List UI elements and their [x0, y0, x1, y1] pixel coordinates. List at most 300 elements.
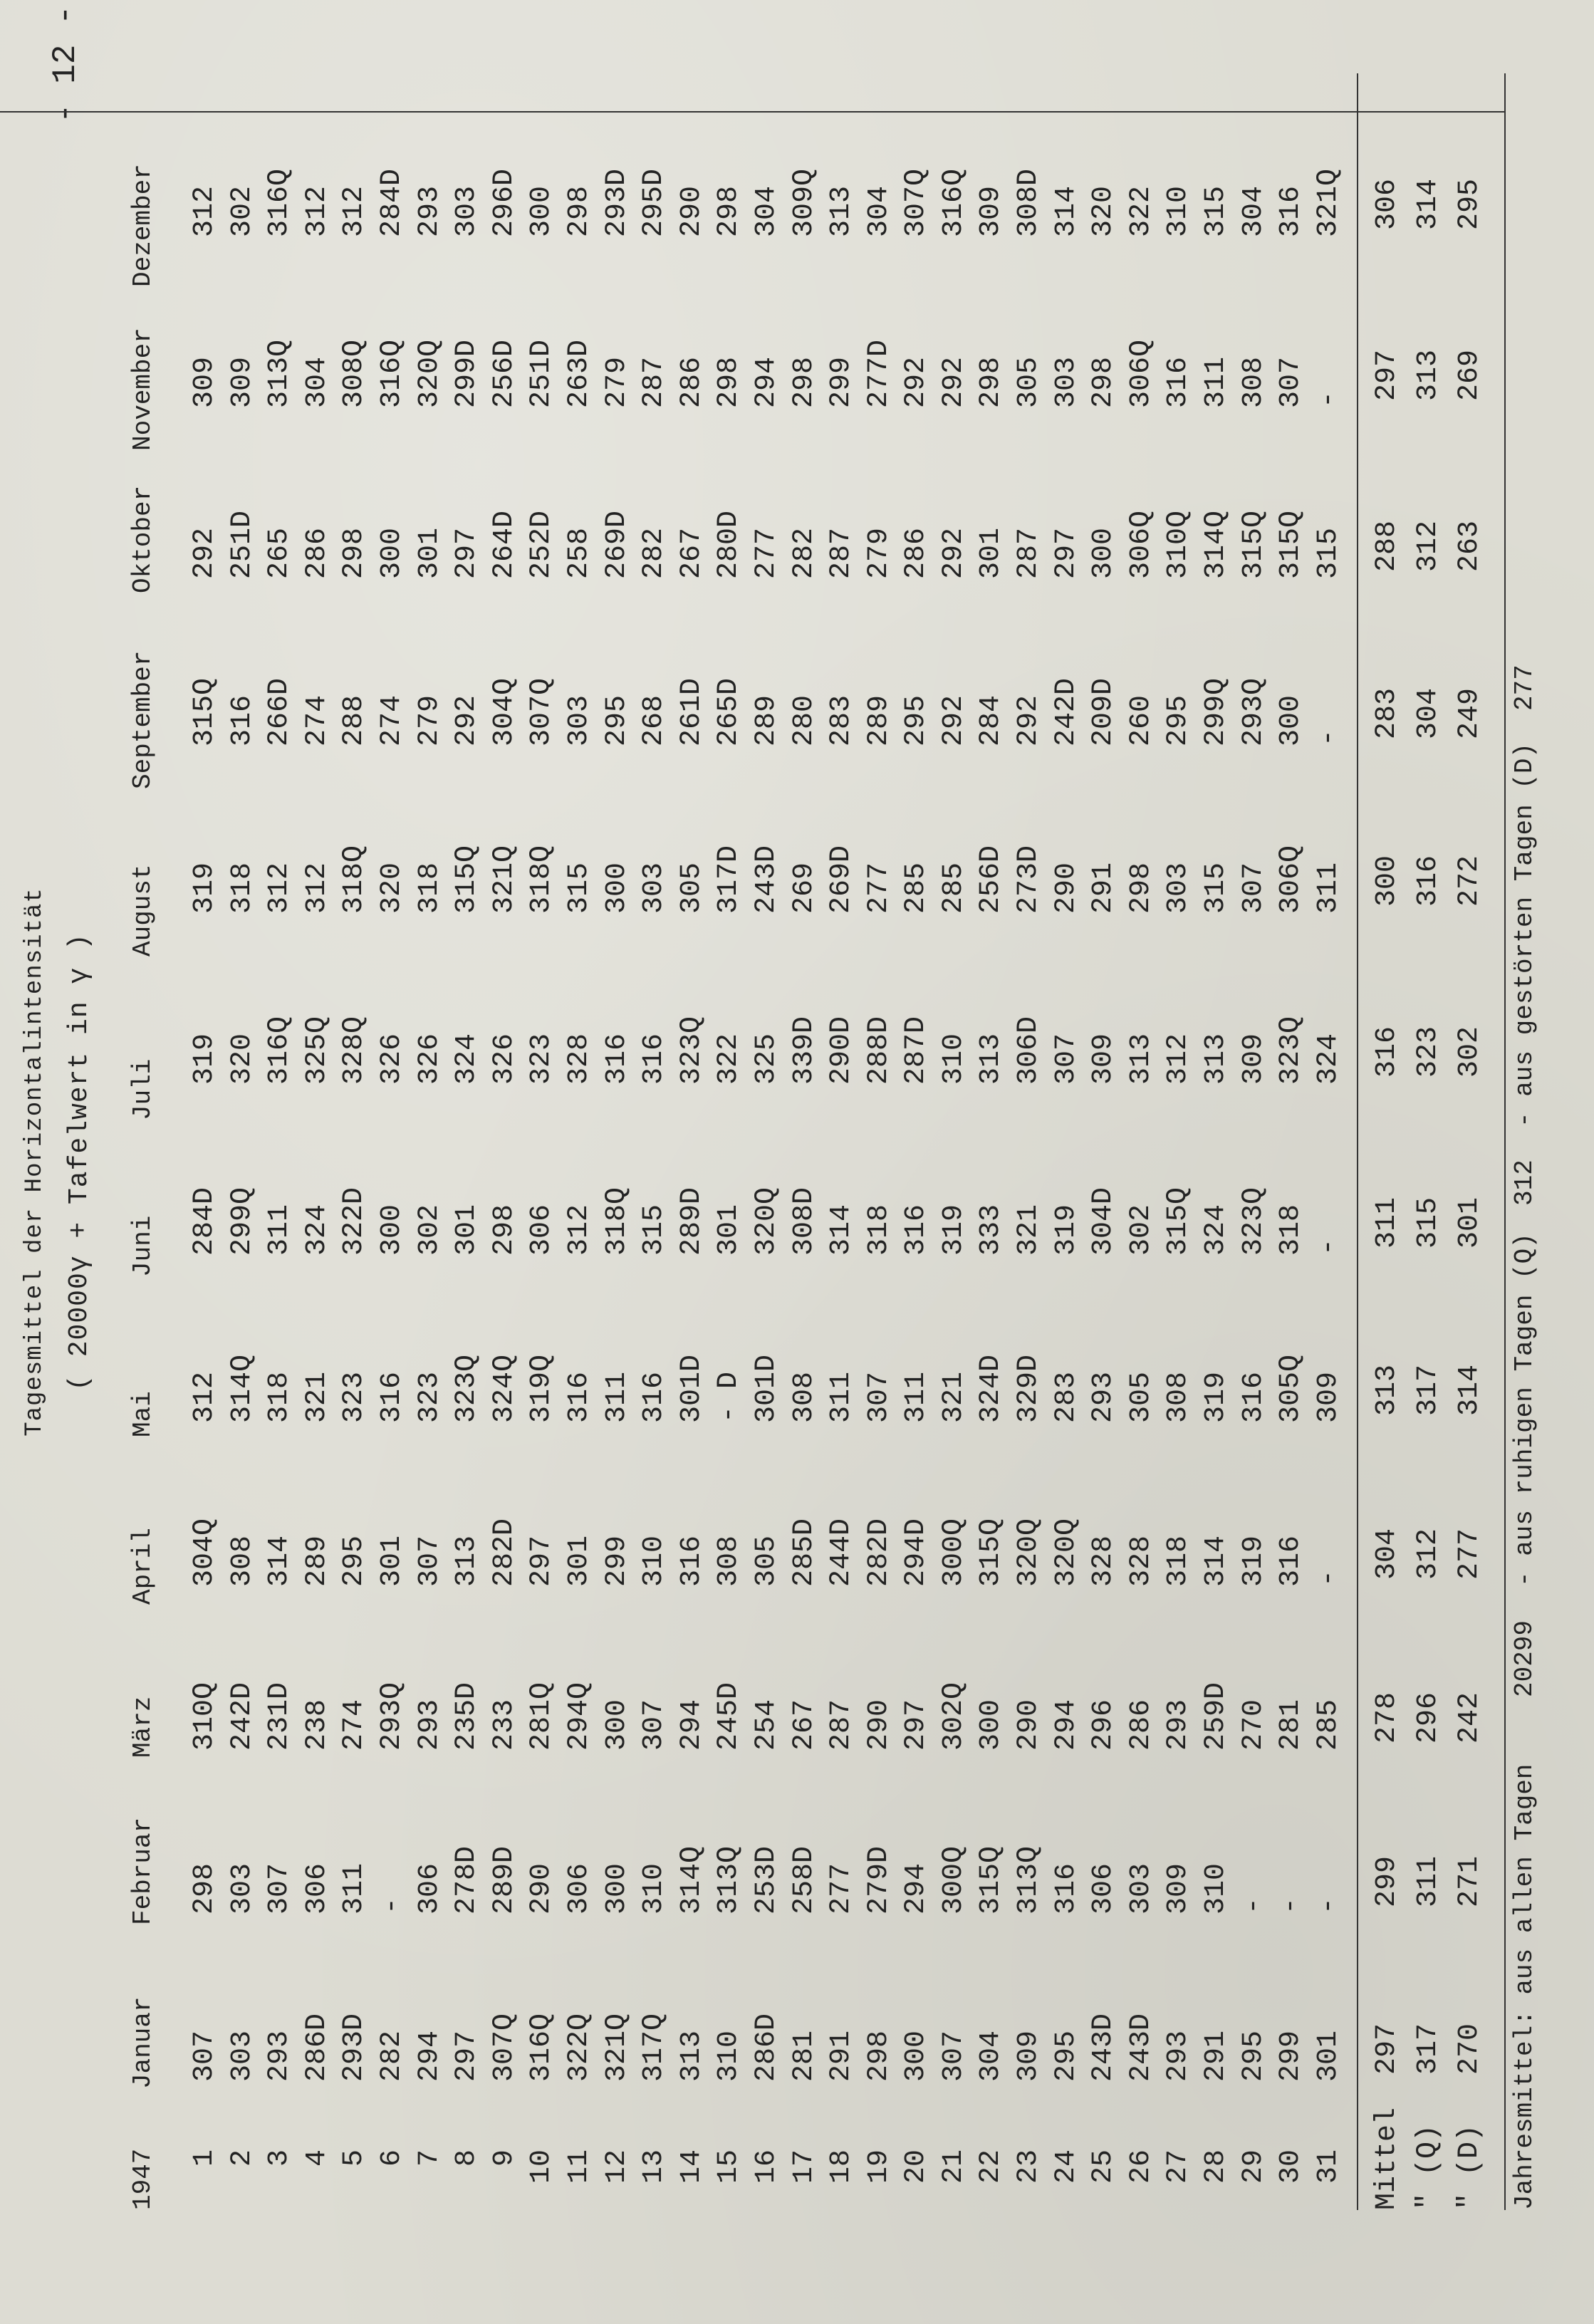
- daily-value: 291: [1088, 862, 1120, 914]
- daily-value: 312: [189, 185, 221, 237]
- daily-value: 317Q: [638, 2013, 671, 2082]
- daily-value: 277: [863, 862, 895, 914]
- daily-value: 285: [1312, 1699, 1345, 1751]
- daily-value: -: [1312, 390, 1345, 408]
- page-number: - 12 -: [47, 5, 84, 123]
- daily-value: 321Q: [488, 845, 521, 914]
- footer-disturbed-days-value: 277: [1510, 665, 1539, 711]
- daily-value: 315: [563, 862, 595, 914]
- month-header: September: [128, 650, 157, 789]
- daily-value: 304: [863, 185, 895, 237]
- daily-value: 283: [825, 694, 858, 746]
- daily-value: 311: [1200, 356, 1233, 408]
- daily-value: 315Q: [975, 1518, 1008, 1587]
- footer-quiet-days-label: - aus ruhigen Tagen (Q): [1510, 1233, 1539, 1587]
- daily-value: 289D: [675, 1187, 708, 1256]
- mean-row-label: " (Q): [1412, 2124, 1444, 2210]
- daily-value: 282: [638, 527, 671, 579]
- daily-value: 309: [1013, 2030, 1046, 2082]
- daily-value: 315Q: [1237, 510, 1270, 579]
- daily-value: 282: [788, 527, 821, 579]
- daily-value: 298: [713, 185, 746, 237]
- month-header: Mai: [128, 1391, 157, 1437]
- daily-value: 281Q: [526, 1682, 558, 1751]
- day-number: 9: [488, 2150, 521, 2167]
- daily-value: 290: [526, 1862, 558, 1914]
- day-number: 23: [1013, 2150, 1046, 2184]
- monthly-mean-value: 315: [1412, 1197, 1444, 1249]
- monthly-mean-value: 295: [1454, 178, 1486, 230]
- daily-value: 309: [975, 185, 1008, 237]
- monthly-mean-value: 269: [1454, 349, 1486, 401]
- daily-value: 298: [488, 1204, 521, 1256]
- daily-value: -: [1312, 1569, 1345, 1587]
- daily-value: 300: [600, 862, 633, 914]
- daily-value: 269D: [825, 845, 858, 914]
- daily-value: 298: [1125, 862, 1157, 914]
- daily-value: 305: [1013, 356, 1046, 408]
- daily-value: 298: [1088, 356, 1120, 408]
- daily-value: 319: [1050, 1204, 1083, 1256]
- daily-value: 300: [375, 1204, 408, 1256]
- daily-value: 298: [563, 185, 595, 237]
- daily-value: 309: [1088, 1033, 1120, 1085]
- daily-value: 321Q: [600, 2013, 633, 2082]
- daily-value: 311: [600, 1371, 633, 1423]
- daily-value: 325Q: [301, 1016, 333, 1085]
- day-number: 19: [863, 2150, 895, 2184]
- daily-value: 310: [1200, 1862, 1233, 1914]
- daily-value: 266D: [264, 677, 296, 746]
- daily-value: 306: [413, 1862, 446, 1914]
- day-number: 13: [638, 2150, 671, 2184]
- daily-value: 294: [750, 356, 783, 408]
- daily-value: 313: [1125, 1033, 1157, 1085]
- month-header: März: [128, 1696, 157, 1758]
- daily-value: 313Q: [264, 339, 296, 408]
- daily-value: 292: [937, 356, 970, 408]
- daily-value: 310: [638, 1535, 671, 1587]
- daily-value: 321: [937, 1371, 970, 1423]
- daily-value: 302: [413, 1204, 446, 1256]
- daily-value: 319: [1237, 1535, 1270, 1587]
- daily-value: 306Q: [1125, 510, 1157, 579]
- daily-value: 285: [900, 862, 933, 914]
- month-column: [187, 845, 1348, 914]
- day-number: 21: [937, 2150, 970, 2184]
- daily-value: 304: [975, 2030, 1008, 2082]
- daily-value: 312: [264, 862, 296, 914]
- daily-value: 323Q: [675, 1016, 708, 1085]
- daily-value: 291: [1200, 2030, 1233, 2082]
- day-number: 4: [301, 2150, 333, 2167]
- daily-value: -: [1312, 1238, 1345, 1256]
- daily-value: 318Q: [338, 845, 371, 914]
- daily-value: 312: [301, 862, 333, 914]
- daily-value: 245D: [713, 1682, 746, 1751]
- daily-value: 316: [563, 1371, 595, 1423]
- daily-value: 292: [937, 694, 970, 746]
- daily-value: 285D: [788, 1518, 821, 1587]
- daily-value: 294: [413, 2030, 446, 2082]
- daily-value: 311: [900, 1371, 933, 1423]
- footer-quiet-days-value: 312: [1510, 1160, 1539, 1206]
- daily-value: 314: [825, 1204, 858, 1256]
- daily-value: 320Q: [413, 339, 446, 408]
- daily-value: 315: [638, 1204, 671, 1256]
- daily-value: 316: [1275, 1535, 1308, 1587]
- daily-value: 323Q: [1237, 1187, 1270, 1256]
- daily-value: 316Q: [375, 339, 408, 408]
- day-number: 2: [226, 2150, 259, 2167]
- daily-value: 307: [1275, 356, 1308, 408]
- daily-value: 281: [788, 2030, 821, 2082]
- daily-value: 308: [1162, 1371, 1195, 1423]
- month-column: [187, 1846, 1348, 1914]
- day-number: 7: [413, 2150, 446, 2167]
- daily-value: 258D: [788, 1845, 821, 1914]
- daily-value: 315: [1312, 527, 1345, 579]
- daily-value: 315: [1200, 862, 1233, 914]
- monthly-mean-value: 283: [1371, 687, 1403, 739]
- daily-value: 292: [1013, 694, 1046, 746]
- daily-value: 313: [975, 1033, 1008, 1085]
- daily-value: 303: [226, 1862, 259, 1914]
- daily-value: 329D: [1013, 1354, 1046, 1423]
- monthly-mean-value: 242: [1454, 1692, 1486, 1744]
- daily-value: 328: [563, 1033, 595, 1085]
- daily-value: 300: [1275, 694, 1308, 746]
- day-number: 10: [526, 2150, 558, 2184]
- daily-value: 283: [1050, 1371, 1083, 1423]
- daily-value: 310Q: [1162, 510, 1195, 579]
- daily-value: 295: [1050, 2030, 1083, 2082]
- day-number: 29: [1237, 2150, 1270, 2184]
- daily-value: 286: [1125, 1699, 1157, 1751]
- daily-value: 304: [1237, 185, 1270, 237]
- monthly-mean-value: 306: [1371, 178, 1403, 230]
- daily-value: 267: [788, 1699, 821, 1751]
- daily-value: 324: [451, 1033, 484, 1085]
- daily-value: 316: [600, 1033, 633, 1085]
- daily-value: 303: [638, 862, 671, 914]
- daily-value: 307Q: [900, 168, 933, 237]
- footer-all-days-label: Jahresmittel: aus allen Tagen: [1510, 1763, 1539, 2210]
- daily-value: 292: [937, 527, 970, 579]
- monthly-mean-value: 270: [1454, 2023, 1486, 2075]
- daily-value: 288D: [863, 1016, 895, 1085]
- daily-value: 316Q: [526, 2013, 558, 2082]
- daily-value: 316: [1162, 356, 1195, 408]
- monthly-mean-value: 313: [1412, 349, 1444, 401]
- daily-value: 263D: [563, 339, 595, 408]
- daily-value: 305: [675, 862, 708, 914]
- monthly-mean-value: 297: [1371, 349, 1403, 401]
- daily-value: 319: [189, 1033, 221, 1085]
- daily-value: 308Q: [338, 339, 371, 408]
- daily-value: 282: [375, 2030, 408, 2082]
- daily-value: 285: [937, 862, 970, 914]
- monthly-mean-value: 300: [1371, 855, 1403, 907]
- daily-value: 286: [675, 356, 708, 408]
- monthly-mean-value: 288: [1371, 520, 1403, 572]
- monthly-mean-value: 313: [1371, 1364, 1403, 1416]
- daily-value: 293: [413, 1699, 446, 1751]
- daily-value: 320: [226, 1033, 259, 1085]
- month-column: [187, 2013, 1348, 2082]
- daily-value: 307Q: [526, 677, 558, 746]
- daily-value: 274: [301, 694, 333, 746]
- monthly-mean-value: 271: [1454, 1855, 1486, 1907]
- daily-value: -: [1312, 1897, 1345, 1914]
- daily-value: 287: [825, 527, 858, 579]
- daily-value: 315Q: [451, 845, 484, 914]
- day-number: 12: [600, 2150, 633, 2184]
- daily-value: 288: [338, 694, 371, 746]
- daily-value: 295: [338, 1535, 371, 1587]
- daily-value: 319Q: [526, 1354, 558, 1423]
- monthly-mean-value: 249: [1454, 687, 1486, 739]
- daily-value: 253D: [750, 1845, 783, 1914]
- daily-value: 300: [526, 185, 558, 237]
- month-column: [187, 169, 1348, 237]
- daily-value: 294Q: [563, 1682, 595, 1751]
- daily-value: 314Q: [675, 1845, 708, 1914]
- daily-value: 244D: [825, 1518, 858, 1587]
- daily-value: 314: [264, 1535, 296, 1587]
- year-header: 1947: [128, 2148, 157, 2210]
- daily-value: 301: [1312, 2030, 1345, 2082]
- daily-value: 312: [338, 185, 371, 237]
- daily-value: 300: [375, 527, 408, 579]
- daily-value: 318: [226, 862, 259, 914]
- daily-value: 322D: [338, 1187, 371, 1256]
- day-number: 18: [825, 2150, 858, 2184]
- daily-value: 318: [413, 862, 446, 914]
- daily-value: 277: [750, 527, 783, 579]
- daily-value: 261D: [675, 677, 708, 746]
- day-number: 30: [1275, 2150, 1308, 2184]
- daily-value: 307Q: [488, 2013, 521, 2082]
- daily-value: 316Q: [264, 168, 296, 237]
- monthly-mean-value: 296: [1412, 1692, 1444, 1744]
- daily-value: 280D: [713, 510, 746, 579]
- daily-value: 308D: [1013, 168, 1046, 237]
- daily-value: 308: [1237, 356, 1270, 408]
- daily-value: 316: [375, 1371, 408, 1423]
- daily-value: 298: [788, 356, 821, 408]
- daily-value: 316: [1275, 185, 1308, 237]
- daily-value: 304D: [1088, 1187, 1120, 1256]
- daily-value: 315Q: [975, 1845, 1008, 1914]
- month-column: [187, 1016, 1348, 1085]
- month-header: Dezember: [128, 164, 157, 287]
- daily-value: 286D: [750, 2013, 783, 2082]
- daily-value: 310: [1162, 185, 1195, 237]
- day-column: [187, 2150, 1348, 2199]
- daily-value: 274: [338, 1699, 371, 1751]
- daily-value: 294: [675, 1699, 708, 1751]
- monthly-mean-value: 314: [1454, 1364, 1486, 1416]
- daily-value: 303: [1050, 356, 1083, 408]
- daily-value: 297: [1050, 527, 1083, 579]
- daily-value: 242D: [226, 1682, 259, 1751]
- daily-value: 299: [600, 1535, 633, 1587]
- daily-value: 319: [937, 1204, 970, 1256]
- daily-value: 309: [189, 356, 221, 408]
- daily-value: 296D: [488, 168, 521, 237]
- daily-value: 284D: [375, 168, 408, 237]
- daily-value: 316: [638, 1371, 671, 1423]
- daily-value: 209D: [1088, 677, 1120, 746]
- daily-value: 316: [638, 1033, 671, 1085]
- daily-value: 298: [975, 356, 1008, 408]
- daily-value: 307: [264, 1862, 296, 1914]
- daily-value: 286: [900, 527, 933, 579]
- daily-value: 310Q: [189, 1682, 221, 1751]
- day-number: 1: [189, 2150, 221, 2167]
- daily-value: 312: [189, 1371, 221, 1423]
- daily-value: 308: [713, 1535, 746, 1587]
- daily-value: 289: [863, 694, 895, 746]
- daily-value: 306: [526, 1204, 558, 1256]
- daily-value: 313: [675, 2030, 708, 2082]
- daily-value: 325: [750, 1033, 783, 1085]
- month-column: [187, 511, 1348, 579]
- daily-value: 296: [1088, 1699, 1120, 1751]
- daily-value: 309: [1162, 1862, 1195, 1914]
- daily-value: 323: [338, 1371, 371, 1423]
- daily-value: 231D: [264, 1682, 296, 1751]
- daily-value: 293: [413, 185, 446, 237]
- day-number: 16: [750, 2150, 783, 2184]
- daily-value: - D: [713, 1371, 746, 1423]
- day-number: 27: [1162, 2150, 1195, 2184]
- daily-value: 300: [600, 1862, 633, 1914]
- daily-value: 326: [488, 1033, 521, 1085]
- daily-value: 304Q: [189, 1518, 221, 1587]
- daily-value: 259D: [1200, 1682, 1233, 1751]
- daily-value: 306: [563, 1862, 595, 1914]
- daily-value: 308: [788, 1371, 821, 1423]
- day-number: 25: [1088, 2150, 1120, 2184]
- month-column: [187, 678, 1348, 746]
- monthly-mean-value: 304: [1412, 687, 1444, 739]
- daily-value: 297: [451, 2030, 484, 2082]
- daily-value: 306: [1088, 1862, 1120, 1914]
- daily-value: 287: [638, 356, 671, 408]
- daily-value: 293: [264, 2030, 296, 2082]
- day-number: 11: [563, 2150, 595, 2184]
- daily-value: 319: [1200, 1371, 1233, 1423]
- table-title: Tagesmittel der Horizontalintensität: [21, 887, 48, 1437]
- daily-value: 317D: [713, 845, 746, 914]
- monthly-mean-value: 311: [1371, 1197, 1403, 1249]
- daily-value: 293Q: [1237, 677, 1270, 746]
- daily-value: 314Q: [226, 1354, 259, 1423]
- daily-value: 311: [825, 1371, 858, 1423]
- daily-value: 309: [1237, 1033, 1270, 1085]
- table-subtitle: ( 20000γ + Tafelwert in γ ): [64, 933, 95, 1391]
- daily-value: 273D: [1013, 845, 1046, 914]
- daily-value: 299D: [451, 339, 484, 408]
- daily-value: 309: [226, 356, 259, 408]
- daily-value: 318: [1162, 1535, 1195, 1587]
- month-header: Juli: [128, 1058, 157, 1120]
- daily-value: 287: [1013, 527, 1046, 579]
- daily-value: 321Q: [1312, 168, 1345, 237]
- daily-value: 313: [825, 185, 858, 237]
- month-column: [187, 1682, 1348, 1751]
- daily-value: 313: [1200, 1033, 1233, 1085]
- daily-value: 289: [301, 1535, 333, 1587]
- daily-value: 274: [375, 694, 408, 746]
- right-margin-rule: [0, 111, 1504, 113]
- daily-value: 300: [600, 1699, 633, 1751]
- daily-value: 252D: [526, 510, 558, 579]
- day-number: 20: [900, 2150, 933, 2184]
- daily-value: 292: [900, 356, 933, 408]
- daily-value: 281: [1275, 1699, 1308, 1751]
- month-header: August: [128, 864, 157, 957]
- daily-value: 289: [750, 694, 783, 746]
- daily-value: 300: [975, 1699, 1008, 1751]
- daily-value: 323: [413, 1371, 446, 1423]
- daily-value: 295: [1237, 2030, 1270, 2082]
- monthly-mean-value: 317: [1412, 1364, 1444, 1416]
- day-number: 31: [1312, 2150, 1345, 2184]
- day-number: 3: [264, 2150, 296, 2167]
- day-number: 8: [451, 2150, 484, 2167]
- daily-value: 265: [264, 527, 296, 579]
- daily-value: 287D: [900, 1016, 933, 1085]
- daily-value: 311: [264, 1204, 296, 1256]
- daily-value: 303: [1162, 862, 1195, 914]
- daily-value: 301: [413, 527, 446, 579]
- daily-value: 297: [900, 1699, 933, 1751]
- daily-value: 313: [451, 1535, 484, 1587]
- daily-value: -: [1312, 729, 1345, 746]
- daily-value: 289D: [488, 1845, 521, 1914]
- daily-value: 312: [563, 1204, 595, 1256]
- daily-value: 258: [563, 527, 595, 579]
- monthly-mean-value: 278: [1371, 1692, 1403, 1744]
- monthly-mean-value: 316: [1371, 1026, 1403, 1078]
- daily-value: 284: [975, 694, 1008, 746]
- daily-value: 299: [1275, 2030, 1308, 2082]
- daily-value: 233: [488, 1699, 521, 1751]
- daily-value: 290D: [825, 1016, 858, 1085]
- daily-value: 284D: [189, 1187, 221, 1256]
- daily-value: 308: [226, 1535, 259, 1587]
- daily-value: 323: [526, 1033, 558, 1085]
- daily-value: 303: [563, 694, 595, 746]
- monthly-mean-value: 317: [1412, 2023, 1444, 2075]
- daily-value: 298: [863, 2030, 895, 2082]
- daily-value: 290: [675, 185, 708, 237]
- daily-value: 299Q: [226, 1187, 259, 1256]
- day-number: 15: [713, 2150, 746, 2184]
- monthly-mean-value: 302: [1454, 1026, 1486, 1078]
- daily-value: 264D: [488, 510, 521, 579]
- daily-value: 322: [713, 1033, 746, 1085]
- daily-value: 306: [301, 1862, 333, 1914]
- daily-value: 307: [937, 2030, 970, 2082]
- daily-value: 319: [189, 862, 221, 914]
- daily-value: 295: [900, 694, 933, 746]
- footer-disturbed-days-label: - aus gestörten Tagen (D): [1510, 742, 1539, 1127]
- daily-value: 304: [301, 356, 333, 408]
